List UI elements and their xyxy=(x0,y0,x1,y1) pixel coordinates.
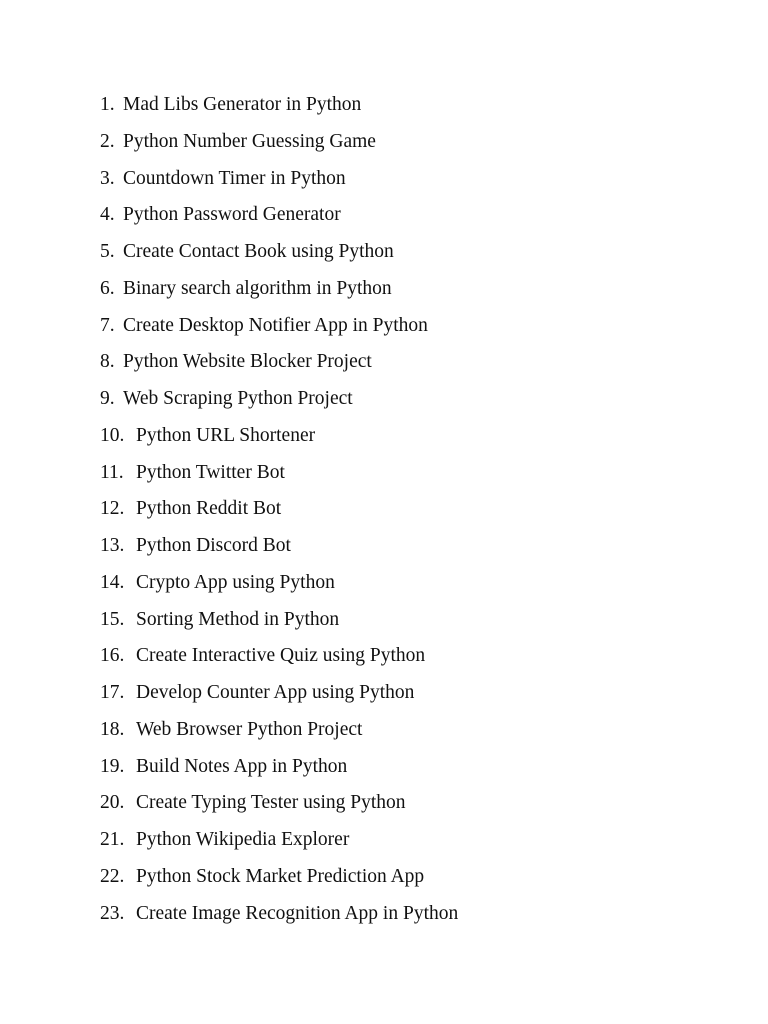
list-item-number: 21. xyxy=(100,829,125,850)
list-item-text: Sorting Method in Python xyxy=(136,608,340,630)
list-item xyxy=(100,163,458,200)
list-item xyxy=(100,89,458,126)
list-item-number: 16. xyxy=(100,645,125,667)
list-item-text: Web Browser Python Project xyxy=(136,718,363,740)
list-item-number: 2. xyxy=(100,130,115,152)
list-item xyxy=(100,530,458,567)
list-item-number: 9. xyxy=(100,388,115,409)
list-item xyxy=(100,420,458,457)
list-item-text: Python URL Shortener xyxy=(136,424,316,446)
list-item-text: Web Scraping Python Project xyxy=(123,388,353,409)
list-item-number: 8. xyxy=(100,351,115,373)
list-item xyxy=(100,604,458,641)
list-item-text: Python Discord Bot xyxy=(136,535,291,556)
list-item-number: 23. xyxy=(100,902,125,924)
list-item-text: Create Image Recognition App in Python xyxy=(136,902,459,924)
list-item-number: 13. xyxy=(100,535,125,556)
list-item-text: Python Twitter Bot xyxy=(136,461,285,483)
list-item-number: 6. xyxy=(100,277,115,299)
list-item-text: Develop Counter App using Python xyxy=(136,682,415,703)
list-item-number: 5. xyxy=(100,241,115,262)
list-item-text: Countdown Timer in Python xyxy=(123,167,346,189)
project-list xyxy=(100,89,458,934)
list-item-number: 20. xyxy=(100,792,125,814)
list-item xyxy=(100,640,458,677)
list-item-text: Create Interactive Quiz using Python xyxy=(136,645,426,667)
list-item-text: Python Wikipedia Explorer xyxy=(136,829,350,850)
list-item xyxy=(100,824,458,861)
list-item-text: Create Desktop Notifier App in Python xyxy=(123,314,428,336)
list-item xyxy=(100,861,458,898)
list-item xyxy=(100,310,458,347)
list-item-number: 10. xyxy=(100,424,125,446)
list-item xyxy=(100,567,458,604)
list-item xyxy=(100,751,458,788)
list-item xyxy=(100,383,458,420)
list-item-number: 18. xyxy=(100,718,125,740)
list-item xyxy=(100,346,458,383)
list-item-text: Create Typing Tester using Python xyxy=(136,792,406,814)
list-item-text: Python Reddit Bot xyxy=(136,498,282,520)
list-item-text: Binary search algorithm in Python xyxy=(123,277,392,299)
list-item-text: Mad Libs Generator in Python xyxy=(123,94,362,115)
list-item-number: 7. xyxy=(100,314,115,336)
list-item-text: Python Password Generator xyxy=(123,204,341,226)
list-item xyxy=(100,493,458,530)
list-item xyxy=(100,898,458,935)
list-item-text: Create Contact Book using Python xyxy=(123,241,394,262)
list-item-number: 22. xyxy=(100,865,125,887)
list-item-text: Python Stock Market Prediction App xyxy=(136,865,425,887)
list-item-number: 19. xyxy=(100,755,125,777)
list-item-number: 12. xyxy=(100,498,125,520)
list-item-number: 4. xyxy=(100,204,115,226)
list-item-text: Python Number Guessing Game xyxy=(123,130,376,152)
list-item xyxy=(100,714,458,751)
list-item-number: 14. xyxy=(100,571,125,593)
list-item xyxy=(100,457,458,494)
list-item-number: 11. xyxy=(100,461,124,483)
list-item-text: Crypto App using Python xyxy=(136,571,335,593)
list-item xyxy=(100,199,458,236)
list-item xyxy=(100,236,458,273)
list-item xyxy=(100,273,458,310)
list-item xyxy=(100,126,458,163)
list-item-number: 15. xyxy=(100,608,125,630)
list-item-number: 17. xyxy=(100,682,125,703)
list-item-text: Build Notes App in Python xyxy=(136,755,348,777)
list-item xyxy=(100,677,458,714)
list-item xyxy=(100,787,458,824)
list-item-text: Python Website Blocker Project xyxy=(123,351,372,373)
list-item-number: 1. xyxy=(100,94,115,115)
list-item-number: 3. xyxy=(100,167,115,189)
